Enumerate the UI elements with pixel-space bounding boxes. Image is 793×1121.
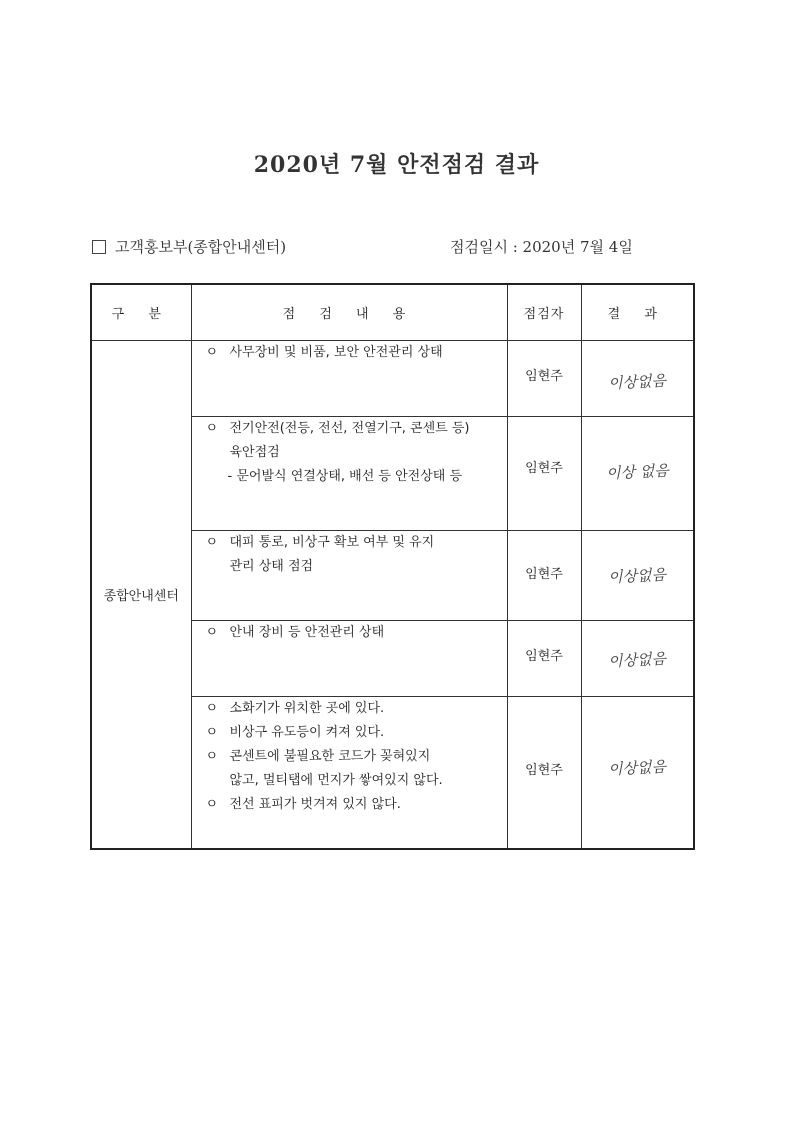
content-text: 안내 장비 등 안전관리 상태 [229, 625, 385, 640]
result-signature [581, 697, 694, 849]
bullet-icon: ㅇ [205, 749, 219, 764]
inspector-name [507, 417, 581, 531]
section-label: 종합안내센터 [91, 341, 191, 849]
inspector-text: 임현주 [525, 649, 563, 664]
bullet-icon: ㅇ [205, 625, 219, 640]
content-text: 전기안전(전등, 전선, 전열기구, 콘센트 등) [229, 421, 470, 436]
inspector-text: 임현주 [525, 763, 563, 778]
content-line [206, 621, 507, 645]
department-line [92, 236, 286, 257]
content-text: 전선 표피가 벗겨져 있지 않다. [229, 797, 401, 812]
inspection-content [191, 341, 507, 417]
content-line [206, 721, 507, 745]
header-inspector: 점검자 [507, 284, 581, 341]
header-result: 결 과 [581, 284, 694, 341]
handwritten-result: 이상없음 [607, 649, 667, 671]
department-name: 고객홍보부(종합안내센터) [115, 238, 287, 256]
inspection-table [90, 283, 695, 850]
bullet-icon: ㅇ [205, 535, 219, 550]
document-title: 2020년 7월 안전점검 결과 [253, 152, 540, 178]
result-signature [581, 621, 694, 697]
content-line: 육안점검 [229, 445, 280, 460]
content-line [206, 341, 507, 365]
bullet-icon: ㅇ [205, 421, 219, 436]
handwritten-result: 이상없음 [607, 565, 667, 587]
checkbox-icon [92, 240, 106, 254]
result-signature [581, 531, 694, 621]
content-text: 비상구 유도등이 켜져 있다. [229, 725, 385, 740]
bullet-icon: ㅇ [205, 701, 219, 716]
inspection-content [191, 697, 507, 849]
content-line [206, 531, 507, 555]
content-line [206, 745, 507, 769]
inspector-name [507, 341, 581, 417]
content-text: 대피 통로, 비상구 확보 여부 및 유지 [229, 535, 435, 550]
content-text: 사무장비 및 비품, 보안 안전관리 상태 [229, 345, 443, 360]
inspector-name [507, 531, 581, 621]
inspector-text: 임현주 [525, 461, 563, 476]
inspector-name [507, 621, 581, 697]
result-signature [581, 417, 694, 531]
content-text: 소화기가 위치한 곳에 있다. [229, 701, 385, 716]
header-content: 점 검 내 용 [191, 284, 507, 341]
inspection-content [191, 417, 507, 531]
result-signature [581, 341, 694, 417]
bullet-icon: ㅇ [205, 797, 219, 812]
handwritten-result: 이상 없음 [605, 461, 670, 483]
content-line: 관리 상태 점검 [229, 559, 314, 574]
bullet-icon: ㅇ [205, 725, 219, 740]
inspection-content [191, 621, 507, 697]
inspector-text: 임현주 [525, 567, 563, 582]
content-line [206, 417, 507, 441]
content-text: 콘센트에 불필요한 코드가 꽂혀있지 [229, 749, 431, 764]
content-line: - 문어발식 연결상태, 배선 등 안전상태 등 [227, 469, 463, 484]
content-line [206, 793, 507, 817]
bullet-icon: ㅇ [205, 345, 219, 360]
inspector-name [507, 697, 581, 849]
content-line [206, 697, 507, 721]
inspection-content [191, 531, 507, 621]
handwritten-result: 이상없음 [607, 757, 667, 779]
inspection-date: 점검일시 : 2020년 7월 4일 [450, 238, 633, 256]
table-row [91, 341, 694, 417]
content-line: 않고, 멀티탭에 먼지가 쌓여있지 않다. [229, 773, 443, 788]
header-category: 구 분 [91, 284, 191, 341]
handwritten-result: 이상없음 [607, 371, 667, 393]
table-header-row [91, 284, 694, 341]
inspector-text: 임현주 [525, 369, 563, 384]
